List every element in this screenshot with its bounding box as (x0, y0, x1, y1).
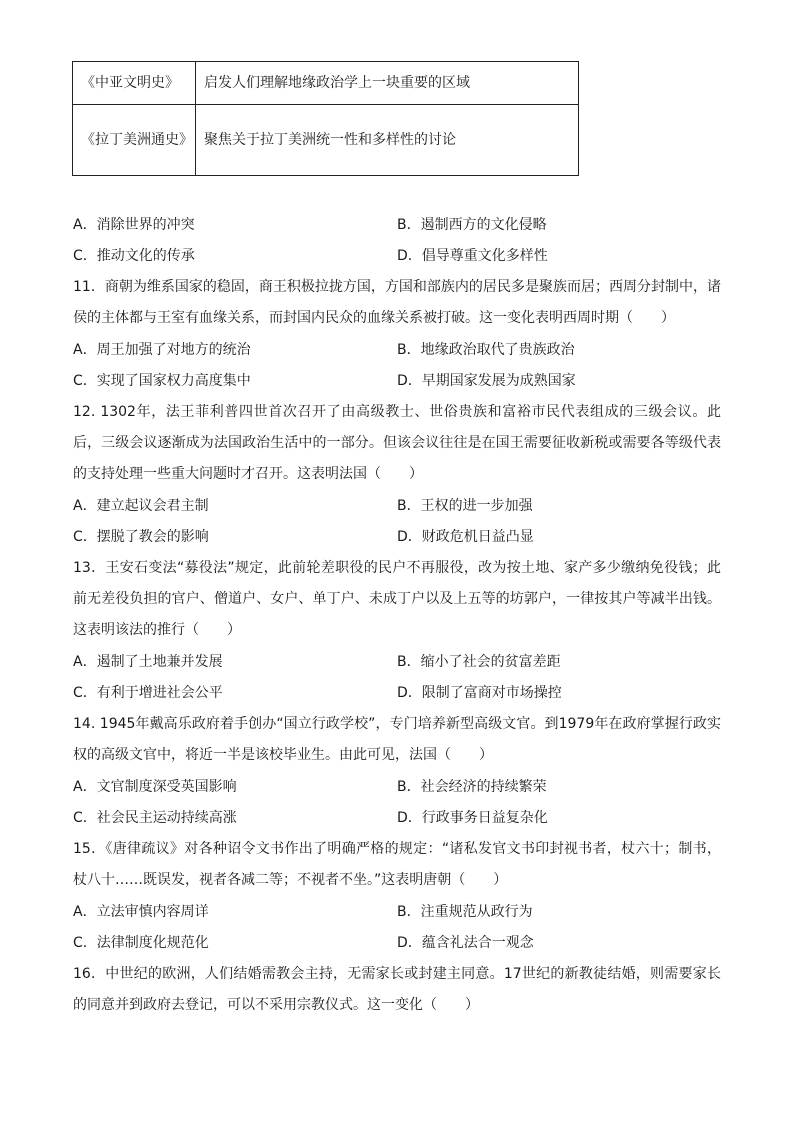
q14-option-d[interactable]: D．行政事务日益复杂化 (397, 810, 548, 826)
q15-option-a[interactable]: A．立法审慎内容周详 (73, 904, 209, 920)
book-title-cell: 《拉丁美洲通史》 (73, 105, 196, 176)
q12-stem: 12. 1302年，法王菲利普四世首次召开了由高级教士、世俗贵族和富裕市民代表组成的三级会议。此后，三级会议逐渐成为法国政治生活中的一部分。但该会议往往是在国王需要征收新税或需要各等级代表的支持处理一些重大问题时才召开。这表明法国（ ） (73, 404, 721, 482)
q15-option-d[interactable]: D．蕴含礼法合一观念 (397, 935, 534, 951)
q13-option-a[interactable]: A．遏制了土地兼并发展 (73, 654, 223, 670)
q12-option-d[interactable]: D．财政危机日益凸显 (397, 529, 534, 545)
q14-options-row-1 (73, 777, 753, 797)
q12-option-b[interactable]: B．王权的进一步加强 (397, 498, 533, 514)
q13-option-d[interactable]: D．限制了富商对市场操控 (397, 685, 562, 701)
book-description-cell: 聚焦关于拉丁美洲统一性和多样性的讨论 (196, 105, 579, 176)
q10-option-b[interactable]: B．遏制西方的文化侵略 (397, 217, 547, 233)
q13-options-row-2 (73, 683, 753, 703)
book-table (72, 61, 579, 176)
q11-option-a[interactable]: A．周王加强了对地方的统治 (73, 342, 251, 358)
q10-option-c[interactable]: C．推动文化的传承 (73, 248, 195, 264)
q14-options-row-2 (73, 808, 753, 828)
q11-option-c[interactable]: C．实现了国家权力高度集中 (73, 373, 251, 389)
q10-option-d[interactable]: D．倡导尊重文化多样性 (397, 248, 548, 264)
q11-option-d[interactable]: D．早期国家发展为成熟国家 (397, 373, 576, 389)
table-row (73, 62, 579, 105)
q15-stem: 15．《唐律疏议》对各种诏令文书作出了明确严格的规定：“诸私发官文书印封视书者，杖六十；制书，杖八十……既误发，视者各减二等；不视者不坐。”这表明唐朝（ ） (73, 841, 721, 888)
q12-options-row-2 (73, 527, 753, 547)
q10-options-row-2 (73, 246, 753, 266)
q11-stem: 11．商朝为维系国家的稳固，商王积极拉拢方国，方国和部族内的居民多是聚族而居；西周分封制中，诸侯的主体都与王室有血缘关系，而封国内民众的血缘关系被打破。这一变化表明西周时期（ ） (73, 279, 721, 326)
q14-stem: 14. 1945年戴高乐政府着手创办“国立行政学校”，专门培养新型高级文官。到1979年在政府掌握行政实权的高级文官中，将近一半是该校毕业生。由此可见，法国（ ） (73, 716, 721, 763)
q14-option-a[interactable]: A．文官制度深受英国影响 (73, 779, 237, 795)
q14-option-c[interactable]: C．社会民主运动持续高涨 (73, 810, 237, 826)
q12-option-c[interactable]: C．摆脱了教会的影响 (73, 529, 209, 545)
q15-options-row-2 (73, 933, 753, 953)
q16-stem: 16．中世纪的欧洲，人们结婚需教会主持，无需家长或封建主同意。17世纪的新教徒结婚，则需要家长的同意并到政府去登记，可以不采用宗教仪式。这一变化（ ） (73, 966, 721, 1013)
q12-options-row-1 (73, 496, 753, 516)
book-title-cell: 《中亚文明史》 (73, 62, 196, 105)
q15-options-row-1 (73, 902, 753, 922)
q14-option-b[interactable]: B．社会经济的持续繁荣 (397, 779, 547, 795)
q11-options-row-2 (73, 371, 753, 391)
q11-option-b[interactable]: B．地缘政治取代了贵族政治 (397, 342, 575, 358)
q13-option-b[interactable]: B．缩小了社会的贫富差距 (397, 654, 561, 670)
book-description-cell: 启发人们理解地缘政治学上一块重要的区域 (196, 62, 579, 105)
q13-option-c[interactable]: C．有利于增进社会公平 (73, 685, 223, 701)
q13-stem: 13．王安石变法“募役法”规定，此前轮差职役的民户不再服役，改为按土地、家产多少缴纳免役钱；此前无差役负担的官户、僧道户、女户、单丁户、未成丁户以及上五等的坊郭户，一律按其户等减半出钱。这表明该法的推行（ ） (73, 560, 721, 638)
table-row (73, 105, 579, 176)
q15-option-c[interactable]: C．法律制度化规范化 (73, 935, 209, 951)
q11-options-row-1 (73, 340, 753, 360)
q13-options-row-1 (73, 652, 753, 672)
q10-option-a[interactable]: A．消除世界的冲突 (73, 217, 195, 233)
q10-options-row-1 (73, 215, 753, 235)
q12-option-a[interactable]: A．建立起议会君主制 (73, 498, 209, 514)
q15-option-b[interactable]: B．注重规范从政行为 (397, 904, 533, 920)
